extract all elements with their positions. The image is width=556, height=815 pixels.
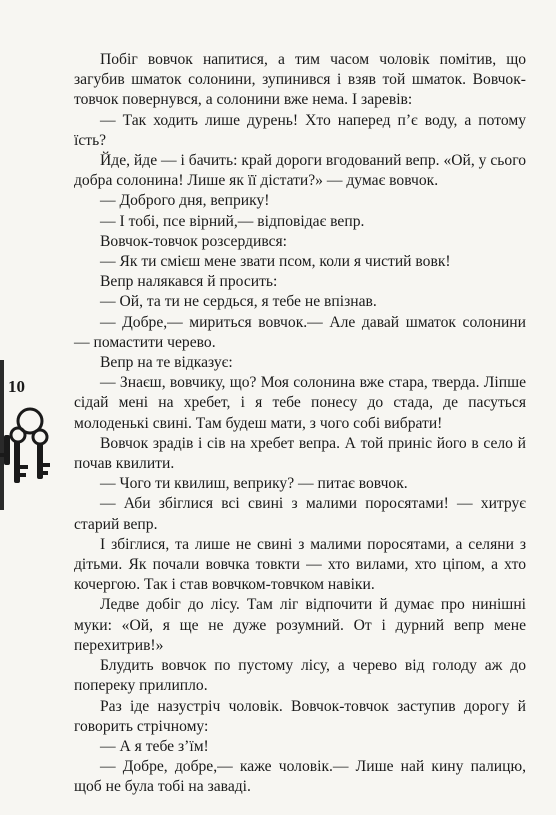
paragraph: — Знаєш, вовчику, що? Моя солонина вже стара, тверда. Ліпше сідай мені на хребет, і я тебе понесу до стада, де пасуться молоденькі свині. Там будеш мати, з чого собі вибрати! bbox=[74, 374, 526, 432]
page-number: 10 bbox=[8, 377, 25, 396]
paragraph: І збіглися, та лише не свині з малими поросятами, а селяни з дітьми. Як почали вовчка товкти — хто вилами, хто ціпом, а хто кочергою. Так і став вовчком-товчком навіки. bbox=[74, 535, 526, 594]
paragraph: — Так ходить лише дурень! Хто наперед п’є воду, а потому їсть? bbox=[74, 111, 526, 149]
paragraph: Вепр налякався й просить: bbox=[100, 273, 278, 291]
paragraph: — Чого ти квилиш, веприку? — питає вовчок. bbox=[100, 475, 408, 493]
paragraph: — Добре,— мириться вовчок.— Але давай шматок солонини — помастити черево. bbox=[74, 313, 526, 351]
paragraph: Побіг вовчок напитися, а тим часом чоловік помітив, що загубив шматок солонини, зупинився і взяв той шматок. Вовчок-товчок повернувся, а солонини вже нема. І заревів: bbox=[74, 51, 526, 109]
paragraph: — І тобі, псе вірний,— відповідає вепр. bbox=[100, 212, 365, 230]
paragraph: Вовчок-товчок розсердився: bbox=[100, 232, 288, 250]
paragraph: — Ой, та ти не сердься, я тебе не впізнав. bbox=[100, 293, 377, 311]
paragraph: Вовчок зрадів і сів на хребет вепра. А той приніс його в село й почав квилити. bbox=[74, 434, 526, 473]
paragraph: Блудить вовчок по пустому лісу, а черево від голоду аж до попереку прилипло. bbox=[74, 657, 526, 695]
paragraph: — А я тебе з’їм! bbox=[100, 737, 209, 755]
keys-icon bbox=[0, 395, 60, 505]
paragraph: — Аби збіглися всі свині з малими поросятами! — хитрує старий вепр. bbox=[74, 495, 526, 533]
paragraph: — Як ти смієш мене звати псом, коли я чистий вовк! bbox=[100, 253, 451, 271]
paragraph: Ледве добіг до лісу. Там ліг відпочити й думає про нинішні муки: «Ой, я ще не дуже розумний. От і дурний вепр мене перехитрив!» bbox=[74, 596, 526, 654]
paragraph: — Доброго дня, веприку! bbox=[100, 192, 270, 210]
paragraph: Йде, йде — і бачить: край дороги вгодований вепр. «Ой, у сього добра солонина! Лише як її дістати?» — думає вовчок. bbox=[74, 152, 526, 190]
paragraph: — Добре, добре,— каже чоловік.— Лише най кину палицю, щоб не була тобі на заваді. bbox=[74, 758, 526, 796]
story-text bbox=[74, 50, 526, 798]
paragraph: Раз іде назустріч чоловік. Вовчок-товчок заступив дорогу й говорить стрічному: bbox=[74, 697, 526, 735]
paragraph: Вепр на те відказує: bbox=[100, 354, 233, 372]
